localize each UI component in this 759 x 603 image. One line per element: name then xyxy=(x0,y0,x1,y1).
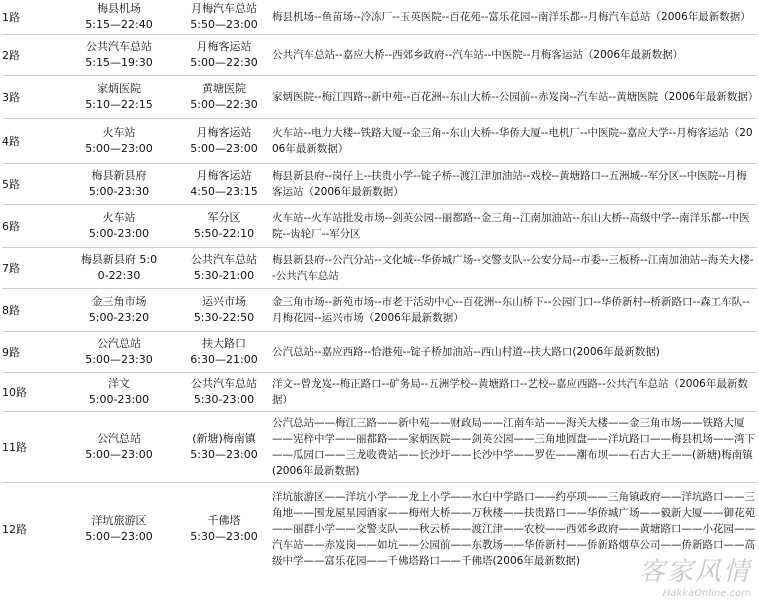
route-row xyxy=(2,119,757,164)
route-number: 5路 xyxy=(2,164,62,205)
route-origin xyxy=(62,248,176,289)
route-stops: 金三角市场--新苑市场--市老干活动中心--百花洲--东山桥下--公园门口--华侨新村--桥新路口--森工车队--月梅花园--运兴市场（2006年最新数据） xyxy=(272,289,757,332)
origin-hours: 0-22:30 xyxy=(97,269,141,282)
route-row xyxy=(2,483,757,576)
route-destination xyxy=(176,373,272,412)
route-stops: 火车站--火车站批发市场--剑英公园--丽都路--金三角--江南加油站--东山大桥--高级中学--南洋乐都--中医院--齿轮厂--军分区 xyxy=(272,205,757,248)
route-stops: 洋文--曾龙岌--梅正路口--矿务局--五洲学校--黄塘路口--艺校--嘉应西路--公共汽车总站（2006年最新数据） xyxy=(272,373,757,412)
destination-hours: 5:50-22:10 xyxy=(193,227,255,240)
destination-name: 公共汽车总站 xyxy=(191,377,257,390)
route-number: 2路 xyxy=(2,35,62,76)
origin-hours: 5:00-23:00 xyxy=(88,393,150,406)
destination-hours: 5:00—22:30 xyxy=(190,98,258,111)
route-destination xyxy=(176,332,272,373)
route-row xyxy=(2,289,757,332)
route-origin xyxy=(62,0,176,35)
destination-hours: 5:30-21:00 xyxy=(193,269,255,282)
origin-name: 金三角市场 xyxy=(91,295,147,308)
origin-hours: 5:10—22:15 xyxy=(85,98,153,111)
route-origin xyxy=(62,205,176,248)
destination-hours: 5:00—22:30 xyxy=(190,56,258,69)
route-number: 4路 xyxy=(2,119,62,164)
route-number: 8路 xyxy=(2,289,62,332)
route-number: 3路 xyxy=(2,76,62,119)
origin-name: 火车站 xyxy=(102,211,136,224)
origin-name: 梅县新县府 xyxy=(91,169,147,182)
route-number: 10路 xyxy=(2,373,62,412)
destination-hours: 5:50—23:00 xyxy=(190,18,258,31)
origin-hours: 5:15—19:30 xyxy=(85,56,153,69)
destination-name: 千佛塔 xyxy=(207,514,241,527)
route-number: 12路 xyxy=(2,523,27,536)
origin-name: 洋文 xyxy=(108,377,130,390)
origin-name: 家炳医院 xyxy=(97,82,141,95)
destination-name: 公共汽车总站 xyxy=(191,253,257,266)
destination-hours: 5:30—23:00 xyxy=(190,448,258,461)
route-destination xyxy=(176,164,272,205)
destination-name: (新塘)梅南镇 xyxy=(192,432,256,445)
route-row xyxy=(2,164,757,205)
route-stops: 梅县新县府--岗仔上--扶贵小学--锭子桥--渡江津加油站--戏校--黄塘路口--五洲城--军分区--中医院--月梅客运站（2006年最新数据） xyxy=(272,164,757,205)
route-stops: 公汽总站--嘉应西路--恰港苑--锭子桥加油站--西山村道--扶大路口(2006年最新数据) xyxy=(272,332,757,373)
route-number: 7路 xyxy=(2,248,62,289)
origin-name: 公汽总站 xyxy=(97,432,141,445)
route-row xyxy=(2,35,757,76)
route-origin xyxy=(62,483,176,576)
route-stops: 梅县新县府--公汽分站--文化城--华侨城广场--交警支队--公安分局--市委--三板桥--江南加油站--海关大楼--公共汽车总站 xyxy=(272,248,757,289)
route-row xyxy=(2,0,757,35)
origin-hours: 5:00-23:20 xyxy=(88,311,150,324)
route-destination xyxy=(176,0,272,35)
route-origin xyxy=(62,119,176,164)
destination-name: 军分区 xyxy=(207,211,241,224)
route-number: 1路 xyxy=(2,0,62,35)
route-row xyxy=(2,373,757,412)
route-stops: 家炳医院--梅江四路--新中苑--百花洲--东山大桥--公园前--赤岌岗--汽车站--黄塘医院（2006年最新数据） xyxy=(272,76,757,119)
watermark-cn: 客家风情 xyxy=(638,557,751,587)
destination-name: 扶大路口 xyxy=(202,337,246,350)
origin-name: 梅县新县府 5:0 xyxy=(80,253,158,266)
route-stops: 火车站--电力大楼--铁路大厦--金三角--东山大桥--华侨大厦--电机厂--中医院--嘉应大学--月梅客运站（2006年最新数据） xyxy=(272,119,757,164)
origin-name: 公汽总站 xyxy=(97,337,141,350)
route-row xyxy=(2,412,757,483)
route-number: 11路 xyxy=(2,412,62,483)
destination-hours: 6:30—21:00 xyxy=(190,353,258,366)
destination-hours: 5:30-22:50 xyxy=(193,311,255,324)
route-origin xyxy=(62,289,176,332)
route-row xyxy=(2,76,757,119)
origin-name: 洋坑旅游区 xyxy=(91,514,147,527)
route-number: 9路 xyxy=(2,332,62,373)
destination-hours: 4:50—23:15 xyxy=(190,185,258,198)
watermark-en: HakkaOnline.com xyxy=(662,588,751,599)
route-origin xyxy=(62,412,176,483)
destination-name: 运兴市场 xyxy=(202,295,246,308)
route-destination xyxy=(176,248,272,289)
origin-hours: 5:00—23:00 xyxy=(85,530,153,543)
route-origin xyxy=(62,164,176,205)
route-origin xyxy=(62,35,176,76)
origin-name: 公共汽车总站 xyxy=(86,40,152,53)
origin-hours: 5:00-23:30 xyxy=(88,185,150,198)
route-destination xyxy=(176,35,272,76)
bus-route-table xyxy=(2,0,757,575)
route-row xyxy=(2,332,757,373)
origin-name: 火车站 xyxy=(102,126,136,139)
route-row xyxy=(2,205,757,248)
origin-name: 梅县机场 xyxy=(97,2,141,15)
origin-hours: 5:00—23:00 xyxy=(85,448,153,461)
route-stops: 公共汽车总站--嘉应大桥--西郊乡政府--汽车站--中医院--月梅客运站（2006年最新数据） xyxy=(272,35,757,76)
route-destination xyxy=(176,483,272,576)
origin-hours: 5:00—23:30 xyxy=(85,353,153,366)
route-stops: 公汽总站——梅江三路——新中苑——财政局——江南车站——海关大楼——金三角市场——铁路大厦——宪梓中学——丽都路——家炳医院——剑英公园——三角地圆盘——洋坑路口——梅县机场——湾下——瓜园口——三龙收费站——长沙圩——长沙中学——罗佐——潮布坝——石古大王——(新塘)梅南镇(2006年最新数据) xyxy=(272,412,757,483)
route-destination xyxy=(176,412,272,483)
destination-name: 月梅客运站 xyxy=(196,126,252,139)
route-destination xyxy=(176,76,272,119)
route-destination xyxy=(176,205,272,248)
route-stops: 洋坑旅游区——洋坑小学——龙上小学——水白中学路口——约亭项——三角镇政府——洋坑路口——三角地——围龙屋星园酒家——梅州大桥——万秋楼——扶贵路口——华侨城广场——毅新大厦——御花苑——丽群小学——交警支队——秋云桥——渡江津——农校——西郊乡政府——黄塘路口——小花园——汽车站——赤岌岗——如坑——公园前——东教场——华侨新村——侨新路烟草公司——侨新路口——高级中学——富乐花园——千佛塔路口——千佛塔(2006年最新数据) xyxy=(272,491,755,567)
destination-name: 月梅客运站 xyxy=(196,40,252,53)
route-destination xyxy=(176,119,272,164)
destination-name: 黄塘医院 xyxy=(202,82,246,95)
route-origin xyxy=(62,76,176,119)
origin-hours: 5:00—23:00 xyxy=(85,142,153,155)
destination-name: 月梅汽车总站 xyxy=(191,2,257,15)
destination-hours: 5:30-23:00 xyxy=(193,393,255,406)
destination-name: 月梅客运站 xyxy=(196,169,252,182)
route-stops: 梅县机场--鱼苗场--冷冻厂--玉英医院--百花苑--富乐花园--南洋乐都--月梅汽车总站（2006年最新数据） xyxy=(272,0,757,35)
route-number: 6路 xyxy=(2,205,62,248)
destination-hours: 5:30—23:00 xyxy=(190,530,258,543)
route-origin xyxy=(62,332,176,373)
route-destination xyxy=(176,289,272,332)
route-origin xyxy=(62,373,176,412)
origin-hours: 5:00-23:00 xyxy=(88,227,150,240)
route-table-body xyxy=(2,0,757,575)
destination-hours: 5:00—23:00 xyxy=(190,142,258,155)
origin-hours: 5:15—22:40 xyxy=(85,18,153,31)
route-row xyxy=(2,248,757,289)
